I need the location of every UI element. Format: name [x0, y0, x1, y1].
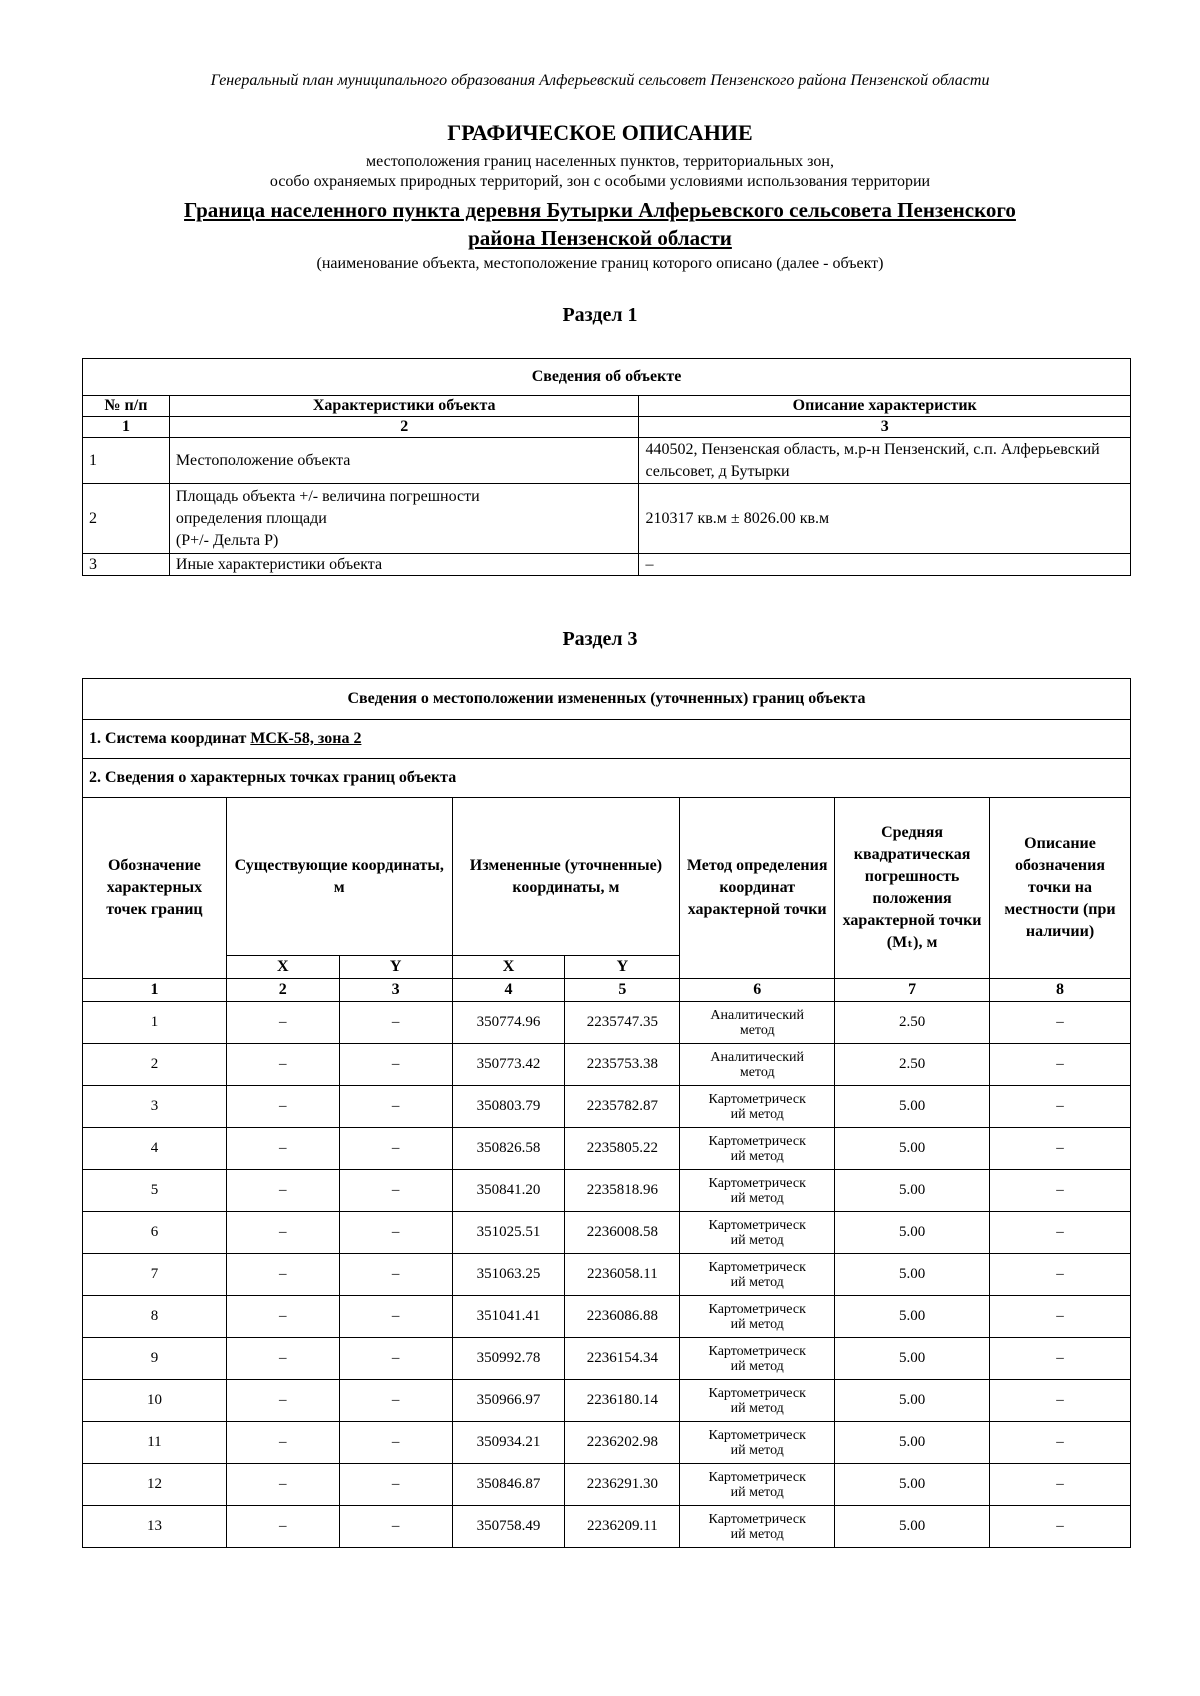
point-description: – [990, 1506, 1131, 1548]
row-characteristic: Местоположение объекта [169, 438, 639, 484]
row-description: 440502, Пензенская область, м.р-н Пензенский, с.п. Алферьевский сельсовет, д Бутырки [639, 438, 1131, 484]
point-description: – [990, 1086, 1131, 1128]
changed-x: 350773.42 [452, 1044, 565, 1086]
header-characteristic: Характеристики объекта [169, 396, 639, 417]
point-description: – [990, 1296, 1131, 1338]
existing-x: – [226, 1128, 339, 1170]
mean-error: 5.00 [835, 1296, 990, 1338]
method-line: Картометрическ [708, 1133, 806, 1149]
point-description: – [990, 1002, 1131, 1044]
subtitle-line-2: особо охраняемых природных территорий, зон с особыми условиями использования территории [269, 173, 931, 190]
header-method: Метод определения координат характерной точки [680, 798, 835, 979]
section-1-title: Раздел 1 [562, 304, 638, 326]
table-row [83, 1044, 1131, 1086]
method-line: Картометрическ [708, 1217, 806, 1233]
method-line: Картометрическ [708, 1385, 806, 1401]
object-name [80, 196, 1120, 252]
table-row [83, 1086, 1131, 1128]
coordinate-system-line [83, 720, 1131, 759]
table-row [83, 1296, 1131, 1338]
changed-x: 350992.78 [452, 1338, 565, 1380]
point-number: 8 [83, 1296, 227, 1338]
method-line: ий метод [730, 1484, 784, 1500]
method-line: Картометрическ [708, 1469, 806, 1485]
changed-y: 2235753.38 [565, 1044, 680, 1086]
table-row [83, 1212, 1131, 1254]
object-name-line-1: Граница населенного пункта деревня Бутырки Алферьевского сельсовета Пензенского [184, 198, 1016, 222]
changed-y: 2235782.87 [565, 1086, 680, 1128]
table-row [83, 1128, 1131, 1170]
col-number: 6 [680, 979, 835, 1002]
method-line: ий метод [730, 1442, 784, 1458]
boundary-caption: Сведения о местоположении измененных (уточненных) границ объекта [83, 679, 1131, 720]
existing-y: – [339, 1086, 452, 1128]
method-line: ий метод [730, 1232, 784, 1248]
existing-y: – [339, 1296, 452, 1338]
col-number: 3 [339, 979, 452, 1002]
existing-y: – [339, 1254, 452, 1296]
row-characteristic [169, 484, 639, 554]
mean-error: 5.00 [835, 1128, 990, 1170]
changed-y: 2236209.11 [565, 1506, 680, 1548]
existing-y: – [339, 1170, 452, 1212]
method-line: ий метод [730, 1274, 784, 1290]
point-description: – [990, 1464, 1131, 1506]
boundary-points-table [82, 678, 1131, 1548]
existing-y: – [339, 1212, 452, 1254]
changed-x: 350846.87 [452, 1464, 565, 1506]
point-description: – [990, 1422, 1131, 1464]
method-line: Картометрическ [708, 1175, 806, 1191]
changed-x: 351025.51 [452, 1212, 565, 1254]
section-3-title: Раздел 3 [562, 628, 638, 650]
point-number: 13 [83, 1506, 227, 1548]
existing-y: – [339, 1506, 452, 1548]
mean-error: 5.00 [835, 1170, 990, 1212]
row-number: 2 [83, 484, 170, 554]
point-description: – [990, 1338, 1131, 1380]
method [680, 1380, 835, 1422]
existing-x: – [226, 1338, 339, 1380]
point-number: 1 [83, 1002, 227, 1044]
changed-y: 2236180.14 [565, 1380, 680, 1422]
table-row [83, 1380, 1131, 1422]
col-number: 1 [83, 979, 227, 1002]
changed-x: 351041.41 [452, 1296, 565, 1338]
point-description: – [990, 1212, 1131, 1254]
existing-x: – [226, 1422, 339, 1464]
method [680, 1044, 835, 1086]
method-line: Аналитический [710, 1007, 805, 1023]
changed-y: 2235818.96 [565, 1170, 680, 1212]
changed-x: 351063.25 [452, 1254, 565, 1296]
changed-x: 350841.20 [452, 1170, 565, 1212]
mean-error: 2.50 [835, 1044, 990, 1086]
changed-x: 350966.97 [452, 1380, 565, 1422]
row-number: 3 [83, 554, 170, 576]
points-info-line: 2. Сведения о характерных точках границ объекта [83, 759, 1131, 798]
changed-y: 2235747.35 [565, 1002, 680, 1044]
method-line: ий метод [730, 1400, 784, 1416]
existing-x: – [226, 1380, 339, 1422]
page-header: Генеральный план муниципального образования Алферьевский сельсовет Пензенского района Пензенской области [210, 72, 990, 89]
row-number: 1 [83, 438, 170, 484]
changed-y: 2236291.30 [565, 1464, 680, 1506]
changed-x: 350758.49 [452, 1506, 565, 1548]
existing-y: – [339, 1380, 452, 1422]
method-line: ий метод [730, 1316, 784, 1332]
point-description: – [990, 1044, 1131, 1086]
existing-y: – [339, 1044, 452, 1086]
existing-y: – [339, 1422, 452, 1464]
characteristic-line: Площадь объекта +/- величина погрешности [175, 487, 480, 505]
col-number: 7 [835, 979, 990, 1002]
table-row [83, 1338, 1131, 1380]
existing-y: – [339, 1464, 452, 1506]
col-number: 2 [169, 417, 639, 438]
changed-x: 350826.58 [452, 1128, 565, 1170]
col-number: 3 [639, 417, 1131, 438]
method-line: ий метод [730, 1358, 784, 1374]
row-description: 210317 кв.м ± 8026.00 кв.м [639, 484, 1131, 554]
subtitle-line-1: местоположения границ населенных пунктов, территориальных зон, [366, 153, 834, 170]
header-number: № п/п [83, 396, 170, 417]
method-line: Картометрическ [708, 1259, 806, 1275]
row-description: – [639, 554, 1131, 576]
existing-x: – [226, 1170, 339, 1212]
existing-x: – [226, 1086, 339, 1128]
title-block [80, 120, 1120, 274]
object-note: (наименование объекта, местоположение границ которого описано (далее - объект) [316, 255, 884, 272]
mean-error: 5.00 [835, 1254, 990, 1296]
col-number: 2 [226, 979, 339, 1002]
table-row [83, 1422, 1131, 1464]
header-changed-y: Y [565, 956, 680, 979]
method-line: Аналитический [710, 1049, 805, 1065]
changed-y: 2236008.58 [565, 1212, 680, 1254]
table-row [83, 1170, 1131, 1212]
col-number: 5 [565, 979, 680, 1002]
point-description: – [990, 1128, 1131, 1170]
point-number: 5 [83, 1170, 227, 1212]
existing-x: – [226, 1296, 339, 1338]
mean-error: 5.00 [835, 1380, 990, 1422]
header-existing-x: X [226, 956, 339, 979]
header-error: Средняя квадратическая погрешность положения характерной точки (Mₜ), м [835, 798, 990, 979]
method-line: ий метод [730, 1526, 784, 1542]
col-number: 8 [990, 979, 1131, 1002]
document-title: ГРАФИЧЕСКОЕ ОПИСАНИЕ [447, 120, 753, 145]
mean-error: 5.00 [835, 1086, 990, 1128]
point-number: 7 [83, 1254, 227, 1296]
method-line: Картометрическ [708, 1091, 806, 1107]
point-number: 11 [83, 1422, 227, 1464]
header-changed-coords: Измененные (уточненные) координаты, м [452, 798, 680, 956]
changed-y: 2236202.98 [565, 1422, 680, 1464]
method [680, 1170, 835, 1212]
mean-error: 5.00 [835, 1338, 990, 1380]
header-existing-coords: Существующие координаты, м [226, 798, 452, 956]
mean-error: 5.00 [835, 1422, 990, 1464]
method-line: ий метод [730, 1148, 784, 1164]
point-number: 6 [83, 1212, 227, 1254]
method-line: метод [739, 1022, 775, 1038]
point-number: 10 [83, 1380, 227, 1422]
changed-x: 350803.79 [452, 1086, 565, 1128]
point-number: 3 [83, 1086, 227, 1128]
method [680, 1506, 835, 1548]
existing-x: – [226, 1464, 339, 1506]
table-row [83, 1002, 1131, 1044]
existing-x: – [226, 1254, 339, 1296]
point-description: – [990, 1170, 1131, 1212]
existing-x: – [226, 1506, 339, 1548]
existing-x: – [226, 1212, 339, 1254]
method-line: ий метод [730, 1106, 784, 1122]
point-description: – [990, 1254, 1131, 1296]
coordinate-system-value: МСК-58, зона 2 [250, 730, 362, 747]
existing-y: – [339, 1338, 452, 1380]
existing-y: – [339, 1002, 452, 1044]
mean-error: 5.00 [835, 1506, 990, 1548]
point-number: 9 [83, 1338, 227, 1380]
coordinate-system-label: 1. Система координат [89, 730, 251, 747]
method [680, 1002, 835, 1044]
object-info-caption: Сведения об объекте [83, 359, 1131, 396]
changed-y: 2236058.11 [565, 1254, 680, 1296]
method [680, 1086, 835, 1128]
mean-error: 2.50 [835, 1002, 990, 1044]
changed-x: 350774.96 [452, 1002, 565, 1044]
method-line: Картометрическ [708, 1343, 806, 1359]
changed-y: 2235805.22 [565, 1128, 680, 1170]
table-row [83, 1254, 1131, 1296]
table-row [83, 554, 1131, 576]
method [680, 1422, 835, 1464]
col-number: 4 [452, 979, 565, 1002]
characteristic-line: определения площади [175, 509, 327, 527]
header-point: Обозначение характерных точек границ [83, 798, 227, 979]
method [680, 1128, 835, 1170]
method-line: Картометрическ [708, 1427, 806, 1443]
header-point-description: Описание обозначения точки на местности (при наличии) [990, 798, 1131, 979]
header-existing-y: Y [339, 956, 452, 979]
point-description: – [990, 1380, 1131, 1422]
point-rows [83, 1002, 1131, 1548]
point-number: 4 [83, 1128, 227, 1170]
method [680, 1254, 835, 1296]
table-row [83, 438, 1131, 484]
method [680, 1212, 835, 1254]
method-line: ий метод [730, 1190, 784, 1206]
object-name-line-2: района Пензенской области [468, 226, 732, 250]
changed-y: 2236154.34 [565, 1338, 680, 1380]
method [680, 1338, 835, 1380]
characteristic-line: (P+/- Дельта P) [175, 531, 279, 549]
method [680, 1464, 835, 1506]
existing-x: – [226, 1044, 339, 1086]
changed-y: 2236086.88 [565, 1296, 680, 1338]
header-description: Описание характеристик [639, 396, 1131, 417]
table-row [83, 484, 1131, 554]
method [680, 1296, 835, 1338]
method-line: метод [739, 1064, 775, 1080]
mean-error: 5.00 [835, 1212, 990, 1254]
method-line: Картометрическ [708, 1301, 806, 1317]
col-number: 1 [83, 417, 170, 438]
row-characteristic: Иные характеристики объекта [169, 554, 639, 576]
table-row [83, 1464, 1131, 1506]
mean-error: 5.00 [835, 1464, 990, 1506]
header-changed-x: X [452, 956, 565, 979]
object-info-table [82, 358, 1131, 576]
method-line: Картометрическ [708, 1511, 806, 1527]
existing-x: – [226, 1002, 339, 1044]
point-number: 12 [83, 1464, 227, 1506]
changed-x: 350934.21 [452, 1422, 565, 1464]
table-row [83, 1506, 1131, 1548]
existing-y: – [339, 1128, 452, 1170]
point-number: 2 [83, 1044, 227, 1086]
